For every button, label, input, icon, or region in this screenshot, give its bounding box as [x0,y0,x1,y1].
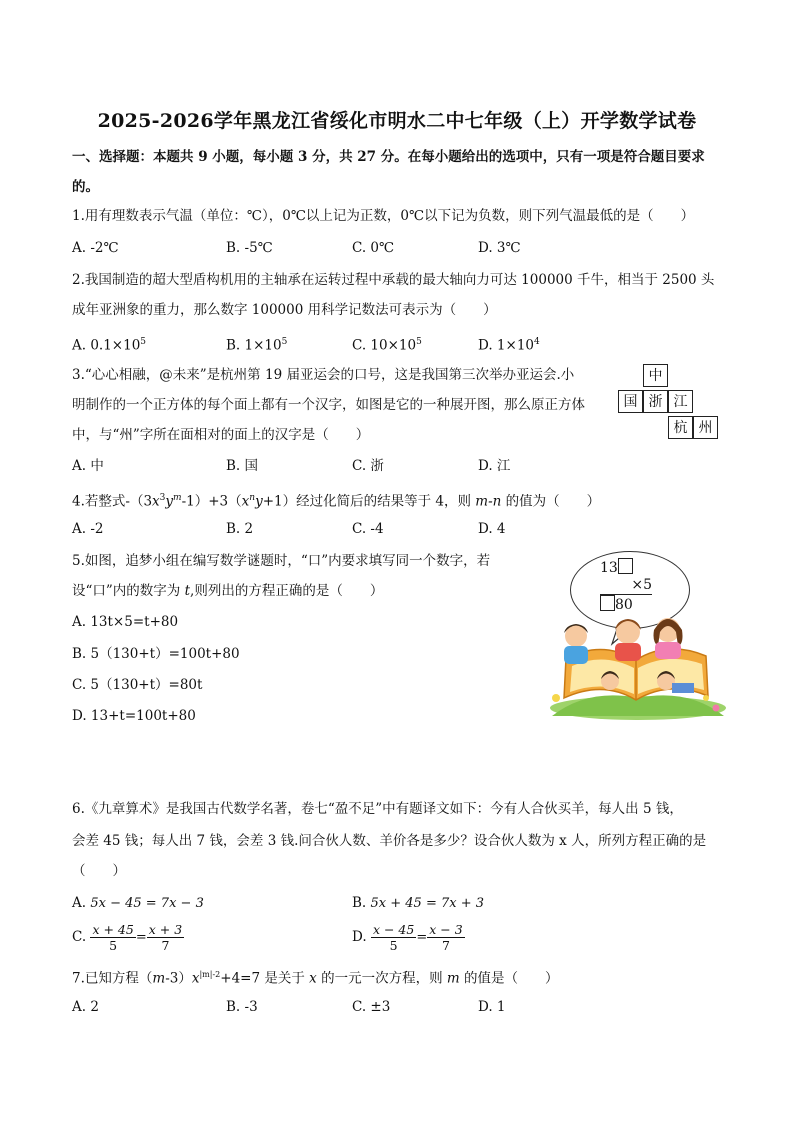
q6-stem-line2: 会差 45 钱；每人出 7 钱，会差 3 钱.问合伙人数、羊价各是多少？设合伙人数为 x 人，所列方程正确的是 [72,833,707,849]
q4-option-a: A. -2 [72,521,104,537]
q6-stem-line3: （ ） [72,863,126,879]
q4-stem: 4.若整式$-(3x^3y^m-1)+3(x^ny+1)$经过化简后的结果等于 4，则 m-n 的值为（ ） [72,493,601,510]
q1-option-a: A. -2℃ [72,240,119,256]
net-cell-zhe: 浙 [643,390,668,413]
q1-option-d: D. 3℃ [478,240,521,256]
q7-stem: 7.已知方程$(m-3)x^{|m|-2}+4=7$ 是关于 x 的一元一次方程，则 m 的值是（ ） [72,970,559,987]
q3-option-c: C. 浙 [352,458,384,474]
q2-option-d: D. $1\times 10^4$ [478,337,540,354]
q7-option-a: A. 2 [72,999,99,1015]
q2-option-b: B. $1\times 10^5$ [226,337,288,354]
fraction: $\frac{x + 45}{5}$ [92,922,134,953]
q7-option-d: D. 1 [478,999,506,1015]
q3-stem-line3: 中，与“州”字所在面相对的面上的汉字是（ ） [72,427,370,443]
cube-net-figure [616,364,724,444]
q6-option-d: D. $\frac{x - 45}{5}$ = $\frac{x - 3}{7}$ [352,922,463,953]
section-heading-line2: 的。 [72,179,99,195]
q5-stem-line1: 5.如图，追梦小组在编写数学谜题时，“口”内要求填写同一个数字，若 [72,553,491,569]
q3-option-a: A. 中 [72,458,104,474]
q3-option-d: D. 江 [478,458,511,474]
children-reading-image [548,548,726,720]
net-cell-hang: 杭 [668,416,693,439]
q6-stem-line1: 6.《九章算术》是我国古代数学名著，卷七“盈不足”中有题译文如下：今有人合伙买羊，每人出 5 钱， [72,801,683,817]
q7-option-b: B. -3 [226,999,258,1015]
q5-option-b: B. 5（130+t）=100t+80 [72,646,240,662]
fraction: $\frac{x - 3}{7}$ [429,922,463,953]
q5-option-d: D. 13+t=100t+80 [72,708,196,724]
q6-option-c: C. $\frac{x + 45}{5}$ = $\frac{x + 3}{7}$ [72,922,183,953]
q6-option-b: B. 5x + 45 = 7x + 3 [352,895,485,911]
puzzle-illustration [548,548,726,720]
q3-option-b: B. 国 [226,458,259,474]
q1-option-c: C. 0℃ [352,240,395,256]
q5-option-c: C. 5（130+t）=80t [72,677,203,693]
q4-option-c: C. -4 [352,521,384,537]
q2-option-c: C. $10\times 10^5$ [352,337,422,354]
q1-stem: 1.用有理数表示气温（单位：℃），0℃以上记为正数，0℃以下记为负数，则下列气温最低的是（ ） [72,208,695,224]
fraction: $\frac{x + 3}{7}$ [148,922,183,953]
net-cell-zhou: 州 [693,416,718,439]
q2-stem-line1: 2.我国制造的超大型盾构机用的主轴承在运转过程中承载的最大轴向力可达 100000 千牛，相当于 2500 头 [72,272,715,288]
net-cell-jiang: 江 [668,390,693,413]
q3-stem-line1: 3.“心心相融，@未来”是杭州第 19 届亚运会的口号，这是我国第三次举办亚运会.小 [72,367,575,383]
q2-option-a: A. $0.1\times 10^5$ [72,337,147,354]
q4-option-b: B. 2 [226,521,254,537]
section-heading-line1: 一、选择题：本题共 9 小题，每小题 3 分，共 27 分。在每小题给出的选项中，只有一项是符合题目要求 [72,149,705,165]
q5-option-a: A. 13t×5=t+80 [72,614,179,630]
q6-option-a: A. 5x − 45 = 7x − 3 [72,895,204,911]
q1-option-b: B. -5℃ [226,240,273,256]
q7-option-c: C. ±3 [352,999,391,1015]
q3-stem-line2: 明制作的一个正方体的每个面上都有一个汉字，如图是它的一种展开图，那么原正方体 [72,397,585,413]
q2-stem-line2: 成年亚洲象的重力，那么数字 100000 用科学记数法可表示为（ ） [72,302,497,318]
net-cell-guo: 国 [618,390,643,413]
q4-option-d: D. 4 [478,521,506,537]
multiplication-puzzle: 13 ×5 80 [600,560,652,613]
fraction: $\frac{x - 45}{5}$ [372,922,415,953]
q5-stem-line2: 设“口”内的数字为 t,则列出的方程正确的是（ ） [72,583,384,599]
net-cell-zhong: 中 [643,364,668,387]
exam-title: 2025-2026学年黑龙江省绥化市明水二中七年级（上）开学数学试卷 [97,110,697,132]
